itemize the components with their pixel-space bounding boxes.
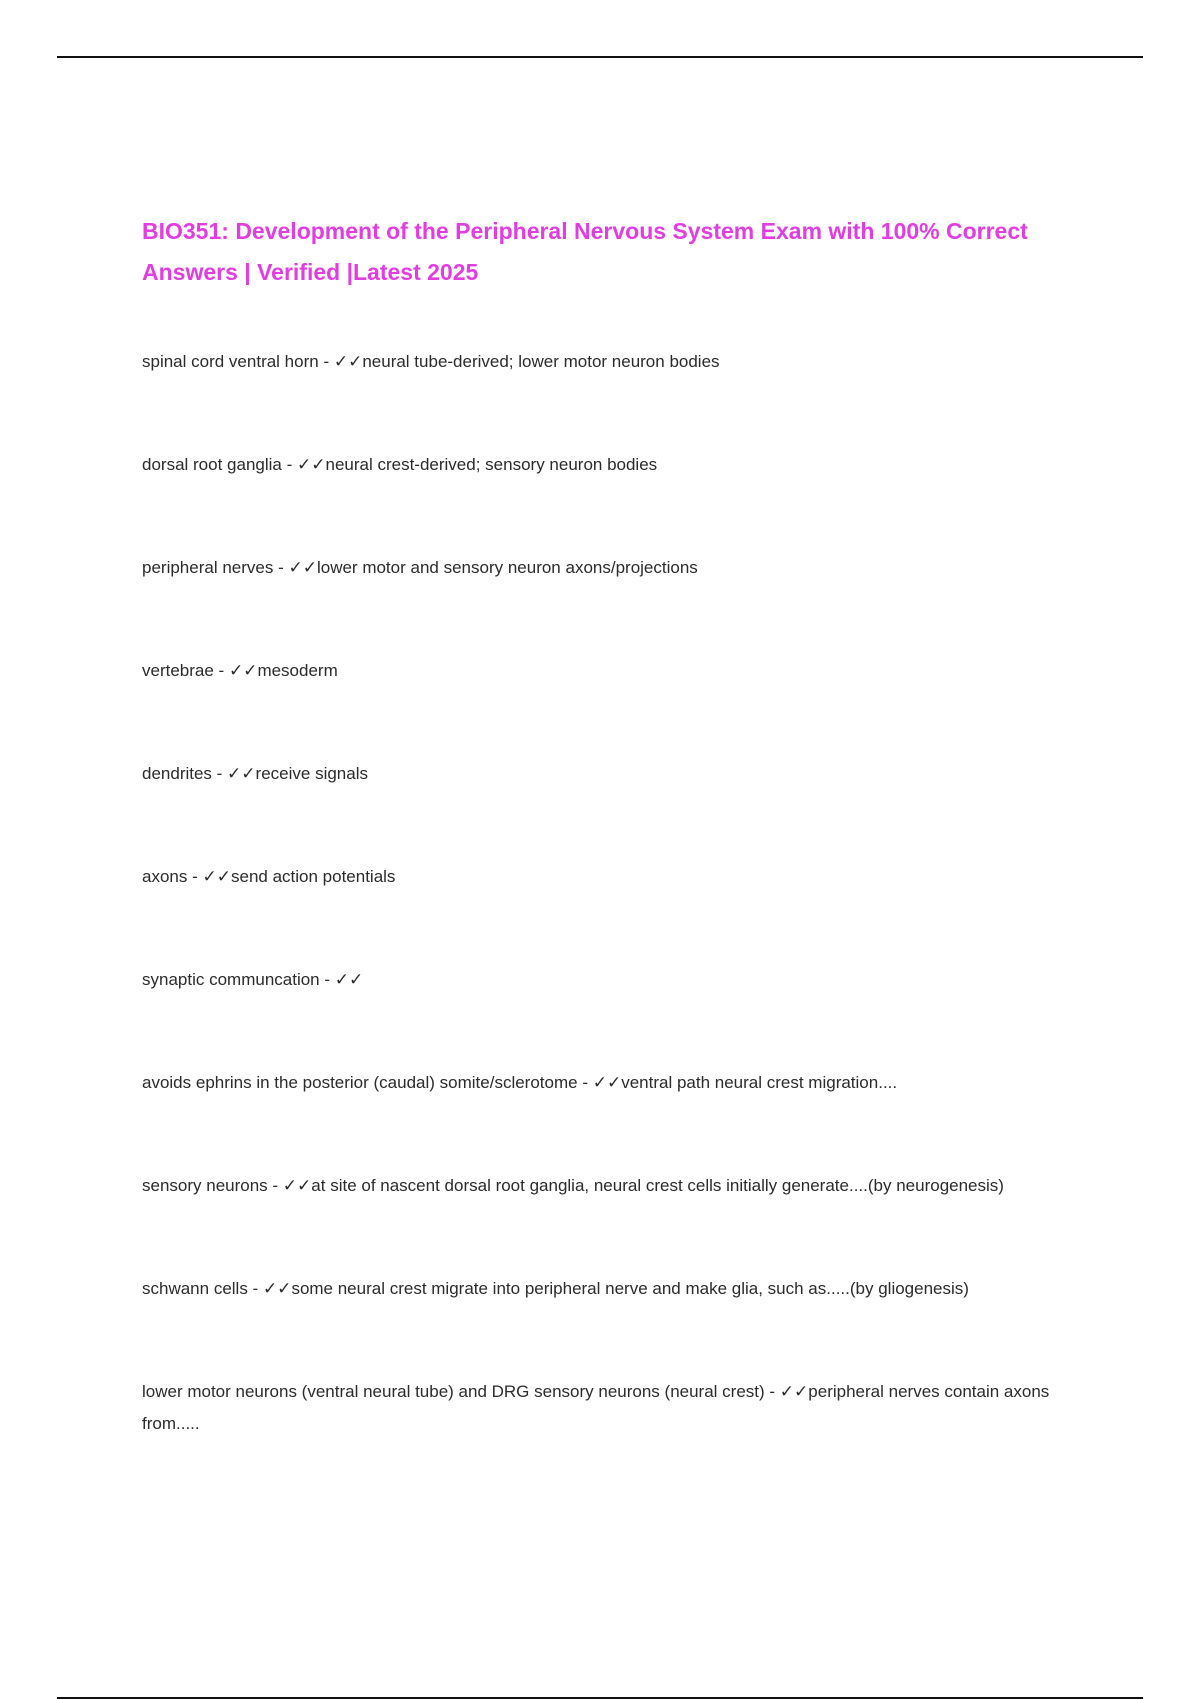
qa-separator: -	[267, 1176, 283, 1195]
double-check-icon: ✓✓	[262, 1279, 292, 1298]
qa-answer: some neural crest migrate into peripheral nerve and make glia, such as.....(by gliogenesis)	[291, 1279, 969, 1298]
qa-term: schwann cells	[142, 1279, 248, 1298]
double-check-icon: ✓✓	[333, 352, 363, 371]
qa-item	[142, 1376, 1082, 1440]
qa-term: dorsal root ganglia	[142, 455, 282, 474]
qa-separator: -	[187, 867, 203, 886]
qa-answer: ventral path neural crest migration....	[621, 1073, 898, 1092]
double-check-icon: ✓✓	[592, 1073, 622, 1092]
footer-rule	[57, 1697, 1143, 1699]
qa-term: spinal cord ventral horn	[142, 352, 319, 371]
qa-term: avoids ephrins in the posterior (caudal) somite/sclerotome	[142, 1073, 578, 1092]
qa-item	[142, 449, 1082, 481]
qa-separator: -	[213, 661, 229, 680]
qa-separator: -	[247, 1279, 263, 1298]
question-answer-list	[142, 346, 1082, 1440]
qa-separator: -	[273, 558, 289, 577]
qa-item	[142, 655, 1082, 687]
qa-term: vertebrae	[142, 661, 214, 680]
header-rule	[57, 56, 1143, 58]
qa-answer: mesoderm	[257, 661, 338, 680]
qa-item	[142, 1170, 1082, 1202]
double-check-icon: ✓✓	[202, 867, 231, 886]
qa-separator: -	[764, 1382, 780, 1401]
double-check-icon: ✓✓	[779, 1382, 809, 1401]
qa-term: lower motor neurons (ventral neural tube) and DRG sensory neurons (neural crest)	[142, 1382, 765, 1401]
double-check-icon: ✓✓	[334, 970, 364, 989]
qa-item	[142, 964, 1082, 996]
qa-term: synaptic communcation	[142, 970, 320, 989]
qa-separator: -	[577, 1073, 593, 1092]
double-check-icon: ✓✓	[228, 661, 258, 680]
qa-answer: send action potentials	[230, 867, 396, 886]
qa-item	[142, 1067, 1082, 1099]
qa-item	[142, 758, 1082, 790]
qa-answer: peripheral nerves contain axons from.....	[142, 1382, 1050, 1433]
qa-term: dendrites	[142, 764, 212, 783]
qa-answer: neural crest-derived; sensory neuron bodies	[325, 455, 658, 474]
document-title: BIO351: Development of the Peripheral Nervous System Exam with 100% Correct Answers | Verified |Latest 2025	[142, 218, 1028, 285]
qa-answer: neural tube-derived; lower motor neuron bodies	[362, 352, 720, 371]
qa-answer: at site of nascent dorsal root ganglia, neural crest cells initially generate....(by neurogenesis)	[311, 1176, 1004, 1195]
double-check-icon: ✓✓	[296, 455, 326, 474]
qa-separator: -	[281, 455, 297, 474]
qa-answer: lower motor and sensory neuron axons/projections	[316, 558, 698, 577]
qa-item	[142, 552, 1082, 584]
qa-answer: receive signals	[255, 764, 368, 783]
qa-item	[142, 1273, 1082, 1305]
double-check-icon: ✓✓	[227, 764, 256, 783]
double-check-icon: ✓✓	[288, 558, 317, 577]
qa-term: sensory neurons	[142, 1176, 268, 1195]
qa-separator: -	[319, 970, 335, 989]
qa-term: axons	[142, 867, 188, 886]
qa-item	[142, 346, 1082, 378]
qa-term: peripheral nerves	[142, 558, 274, 577]
qa-separator: -	[211, 764, 228, 783]
qa-separator: -	[318, 352, 334, 371]
double-check-icon: ✓✓	[282, 1176, 312, 1195]
qa-item	[142, 861, 1082, 893]
